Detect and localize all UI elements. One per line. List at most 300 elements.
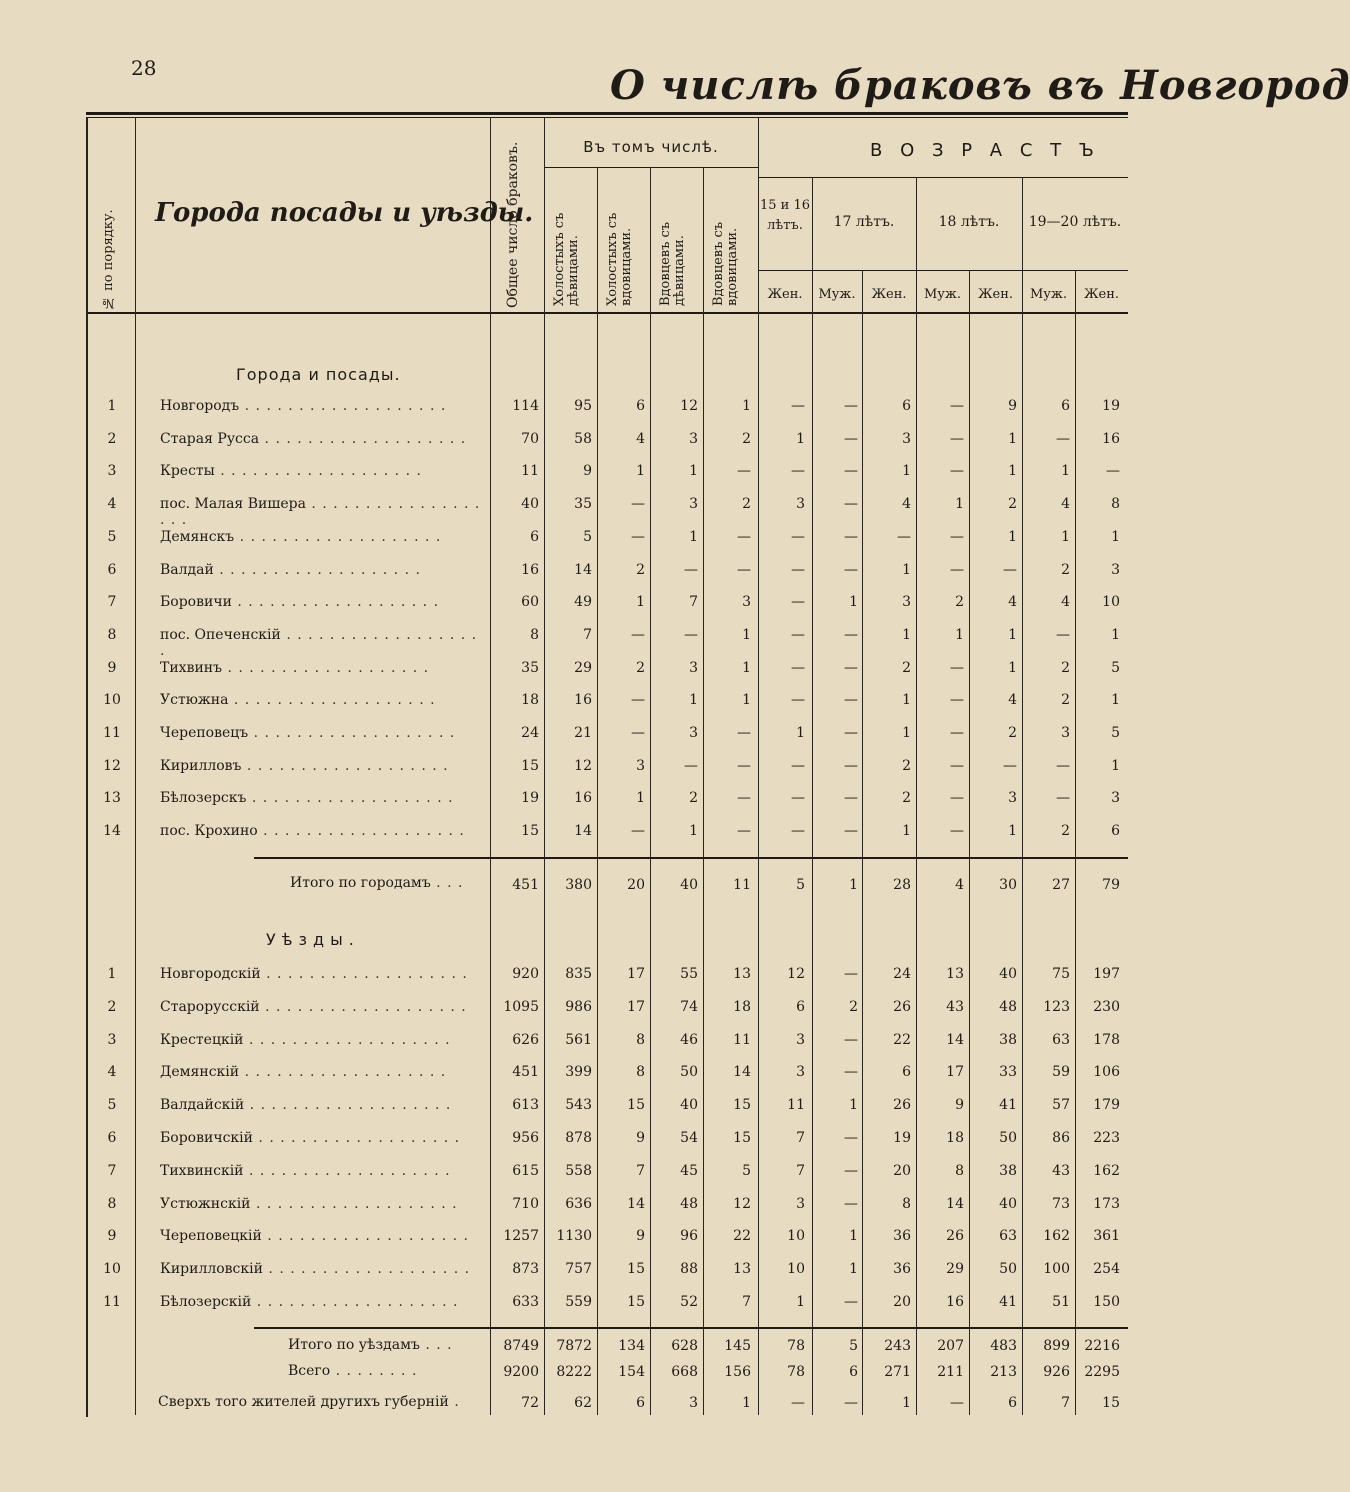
grand-total-label: Всего . . . . . . . . (288, 1363, 418, 1379)
table-cell: 38 (999, 1162, 1017, 1179)
table-cell: — (844, 1195, 858, 1212)
table-cell: — (844, 966, 858, 982)
table-cell: 878 (565, 1130, 592, 1146)
table-cell: 6 (1008, 1395, 1017, 1411)
table-cell: 58 (574, 430, 592, 447)
table-cell: 15 (733, 1130, 751, 1146)
table-cell: 626 (512, 1031, 539, 1048)
table-cell: 636 (565, 1195, 592, 1212)
table-cell: 1 (1111, 757, 1120, 774)
table-cell: 1 (1008, 823, 1017, 840)
table-cell: — (950, 463, 964, 480)
table-cell: 11 (733, 1031, 751, 1048)
age-group-18: 18 лѣтъ. (938, 214, 1000, 230)
table-cell: 14 (574, 561, 592, 578)
table-cell: — (631, 692, 645, 709)
table-cell: 920 (512, 966, 539, 982)
table-cell: 22 (893, 1031, 911, 1048)
table-cell: — (737, 823, 751, 840)
table-cell: 52 (680, 1294, 698, 1310)
table-cell: 4 (1008, 594, 1017, 611)
row-name: Старая Русса . . . . . . . . . . . . . . . . . . . (160, 430, 467, 447)
table-cell: — (737, 561, 751, 578)
table-cell: — (791, 594, 805, 611)
table-cell: 28 (893, 877, 911, 893)
table-cell: 7 (742, 1294, 751, 1310)
table-cell: 12 (574, 757, 592, 774)
table-cell: 1 (902, 463, 911, 480)
table-cell: 1130 (556, 1228, 592, 1245)
row-number: 7 (107, 594, 117, 611)
table-cell: 757 (565, 1261, 592, 1278)
row-name: Кресты . . . . . . . . . . . . . . . . . . . (160, 463, 422, 480)
sub-header-1: Холостыхъ съ дѣвицами. (552, 212, 581, 306)
table-cell: 3 (689, 496, 698, 513)
table-cell: 35 (574, 496, 592, 513)
table-cell: 150 (1093, 1294, 1120, 1310)
table-cell: 2 (902, 757, 911, 774)
table-cell: 271 (884, 1364, 911, 1380)
table-cell: — (844, 757, 858, 774)
table-cell: 7 (1061, 1395, 1070, 1411)
table-cell: 79 (1102, 877, 1120, 893)
table-cell: — (1106, 463, 1120, 480)
table-cell: 14 (946, 1195, 964, 1212)
table-cell: 8 (636, 1064, 645, 1081)
table-cell: 3 (1061, 725, 1070, 741)
table-cell: 19 (521, 790, 539, 807)
table-cell: 48 (999, 998, 1017, 1015)
table-cell: — (791, 561, 805, 578)
table-cell: 29 (574, 659, 592, 676)
table-cell: — (844, 1162, 858, 1179)
table-cell: 40 (680, 877, 698, 893)
row-number: 12 (103, 757, 121, 774)
table-cell: — (950, 430, 964, 447)
table-cell: — (684, 757, 698, 774)
table-cell: 14 (946, 1031, 964, 1048)
table-cell: — (844, 1031, 858, 1048)
table-cell: 134 (618, 1338, 645, 1354)
table-cell: 33 (999, 1064, 1017, 1081)
table-cell: 156 (724, 1364, 751, 1380)
row-number: 3 (107, 463, 117, 480)
age-group-17: 17 лѣтъ. (833, 214, 895, 230)
table-cell: 3 (742, 594, 751, 611)
row-name: Череповецъ . . . . . . . . . . . . . . . . . . . (160, 725, 456, 741)
table-cell: 1 (796, 725, 805, 741)
row-name: Бѣлозерскій . . . . . . . . . . . . . . . . . . . (160, 1294, 459, 1310)
row-number: 11 (103, 1294, 121, 1310)
row-number: 1 (107, 966, 117, 982)
table-cell: 1 (902, 692, 911, 709)
table-cell: 6 (1061, 398, 1070, 414)
row-name: Боровичскій . . . . . . . . . . . . . . . . . . . (160, 1130, 461, 1146)
table-cell: 162 (1093, 1162, 1120, 1179)
table-cell: — (844, 659, 858, 676)
table-cell: — (897, 528, 911, 545)
table-cell: 2 (849, 998, 858, 1015)
sex-column-header: Муж. (1029, 287, 1068, 302)
table-cell: 8 (636, 1031, 645, 1048)
table-cell: 18 (733, 998, 751, 1015)
table-cell: 6 (849, 1364, 858, 1380)
table-cell: 8222 (556, 1364, 592, 1380)
sex-column-header: Муж. (818, 287, 856, 302)
table-cell: 1 (849, 594, 858, 611)
table-cell: 15 (627, 1294, 645, 1310)
row-name: пос. Опеченскій . . . . . . . . . . . . . . . . . . . (160, 626, 478, 659)
table-cell: 11 (787, 1097, 805, 1114)
page-number: 28 (131, 56, 157, 80)
table-cell: 986 (565, 998, 592, 1015)
table-cell: 19 (893, 1130, 911, 1146)
table-cell: — (950, 561, 964, 578)
table-cell: 123 (1043, 998, 1070, 1015)
table-cell: — (950, 725, 964, 741)
table-cell: 16 (521, 561, 539, 578)
table-cell: 6 (636, 1395, 645, 1411)
table-cell: 178 (1093, 1031, 1120, 1048)
table-cell: 17 (627, 966, 645, 982)
age-header: В О З Р А С Т Ъ (870, 140, 1100, 161)
table-cell: — (791, 692, 805, 709)
table-cell: 15 (733, 1097, 751, 1114)
table-cell: 18 (946, 1130, 964, 1146)
table-cell: — (631, 725, 645, 741)
row-number: 11 (103, 725, 121, 741)
table-cell: 451 (512, 1064, 539, 1081)
table-cell: — (791, 528, 805, 545)
table-cell: 9 (636, 1228, 645, 1245)
table-cell: 558 (565, 1162, 592, 1179)
table-cell: 88 (680, 1261, 698, 1278)
table-cell: 15 (627, 1097, 645, 1114)
table-cell: 2 (1061, 692, 1070, 709)
table-cell: — (791, 626, 805, 643)
table-cell: — (1003, 757, 1017, 774)
table-cell: — (950, 659, 964, 676)
table-cell: 173 (1093, 1195, 1120, 1212)
table-cell: 197 (1093, 966, 1120, 982)
table-cell: 13 (946, 966, 964, 982)
table-cell: 243 (884, 1338, 911, 1354)
sex-column-header: Муж. (923, 287, 962, 302)
table-cell: 9 (955, 1097, 964, 1114)
table-cell: 41 (999, 1294, 1017, 1310)
table-cell: 613 (512, 1097, 539, 1114)
table-cell: 8 (902, 1195, 911, 1212)
table-cell: 21 (574, 725, 592, 741)
table-cell: — (844, 430, 858, 447)
table-cell: — (844, 561, 858, 578)
table-cell: — (631, 823, 645, 840)
table-cell: 30 (999, 877, 1017, 893)
table-cell: 27 (1052, 877, 1070, 893)
table-cell: 60 (521, 594, 539, 611)
row-name: Устюжнскій . . . . . . . . . . . . . . . . . . . (160, 1195, 458, 1212)
table-cell: 17 (946, 1064, 964, 1081)
row-number: 1 (107, 398, 117, 414)
table-cell: 46 (680, 1031, 698, 1048)
table-cell: 14 (627, 1195, 645, 1212)
table-cell: — (791, 463, 805, 480)
table-cell: 96 (680, 1228, 698, 1245)
row-number: 10 (103, 1261, 121, 1278)
table-cell: 559 (565, 1294, 592, 1310)
table-cell: 1257 (503, 1228, 539, 1245)
table-cell: — (844, 398, 858, 414)
table-cell: 2 (955, 594, 964, 611)
sub-header-3: Вдовцевъ съ дѣвицами. (658, 221, 687, 306)
table-cell: 1 (902, 561, 911, 578)
table-cell: — (631, 496, 645, 513)
table-cell: 7 (636, 1162, 645, 1179)
table-cell: 1 (689, 463, 698, 480)
table-cell: 5 (849, 1338, 858, 1354)
table-cell: 12 (733, 1195, 751, 1212)
table-cell: 20 (893, 1162, 911, 1179)
table-cell: 54 (680, 1130, 698, 1146)
table-cell: 1 (636, 594, 645, 611)
table-cell: 3 (689, 1395, 698, 1411)
row-name: Боровичи . . . . . . . . . . . . . . . . . . . (160, 594, 440, 611)
table-cell: 3 (689, 659, 698, 676)
table-cell: 2 (689, 790, 698, 807)
table-cell: — (631, 626, 645, 643)
table-cell: 2 (636, 659, 645, 676)
row-number: 8 (107, 626, 117, 643)
table-cell: 361 (1093, 1228, 1120, 1245)
table-cell: 3 (796, 1195, 805, 1212)
table-cell: 75 (1052, 966, 1070, 982)
row-name: Демянскій . . . . . . . . . . . . . . . . . . . (160, 1064, 447, 1081)
table-cell: — (791, 790, 805, 807)
row-number: 14 (103, 823, 121, 840)
table-cell: 6 (902, 398, 911, 414)
table-cell: 1 (955, 496, 964, 513)
table-cell: 3 (902, 430, 911, 447)
sex-column-header: Жен. (767, 287, 803, 302)
row-name: Демянскъ . . . . . . . . . . . . . . . . . . . (160, 528, 442, 545)
table-cell: 12 (680, 398, 698, 414)
sub-header-2: Холостыхъ съ вдовицами. (605, 212, 634, 306)
table-cell: 956 (512, 1130, 539, 1146)
table-cell: 11 (733, 877, 751, 893)
table-cell: 20 (893, 1294, 911, 1310)
table-cell: 78 (787, 1338, 805, 1354)
table-cell: 4 (902, 496, 911, 513)
table-cell: 2 (902, 790, 911, 807)
table-cell: — (844, 725, 858, 741)
table-cell: 16 (1102, 430, 1120, 447)
row-name: Тихвинскій . . . . . . . . . . . . . . . . . . . (160, 1162, 451, 1179)
table-cell: — (844, 823, 858, 840)
table-cell: 6 (1111, 823, 1120, 840)
table-cell: 2 (1061, 659, 1070, 676)
table-cell: — (1056, 790, 1070, 807)
table-cell: 6 (636, 398, 645, 414)
table-cell: 20 (627, 877, 645, 893)
table-cell: 59 (1052, 1064, 1070, 1081)
row-number: 2 (107, 430, 117, 447)
table-cell: 3 (796, 1064, 805, 1081)
table-cell: 40 (521, 496, 539, 513)
table-cell: — (1003, 561, 1017, 578)
age-group-19-20: 19—20 лѣтъ. (1028, 214, 1122, 230)
sex-column-header: Жен. (871, 287, 907, 302)
table-cell: 10 (1102, 594, 1120, 611)
table-cell: 2295 (1084, 1364, 1120, 1380)
table-cell: — (791, 823, 805, 840)
row-number: 9 (107, 659, 117, 676)
table-cell: 615 (512, 1162, 539, 1179)
table-cell: 399 (565, 1064, 592, 1081)
table-cell: 48 (680, 1195, 698, 1212)
table-cell: 1 (796, 430, 805, 447)
table-cell: 2216 (1084, 1338, 1120, 1354)
row-name: Старорусскій . . . . . . . . . . . . . . . . . . . (160, 998, 467, 1015)
table-cell: 40 (999, 1195, 1017, 1212)
table-cell: — (791, 757, 805, 774)
table-cell: 40 (999, 966, 1017, 982)
table-cell: 1 (1061, 528, 1070, 545)
table-cell: 50 (999, 1130, 1017, 1146)
table-cell: 72 (521, 1395, 539, 1411)
table-cell: 63 (1052, 1031, 1070, 1048)
table-cell: 223 (1093, 1130, 1120, 1146)
table-cell: 1 (742, 1395, 751, 1411)
table-cell: 1 (849, 1228, 858, 1245)
table-cell: 1 (742, 398, 751, 414)
table-cell: 15 (627, 1261, 645, 1278)
table-cell: 6 (902, 1064, 911, 1081)
table-cell: — (950, 790, 964, 807)
table-cell: 8 (1111, 496, 1120, 513)
table-cell: 1 (849, 1261, 858, 1278)
table-cell: 7872 (556, 1338, 592, 1354)
table-cell: 24 (521, 725, 539, 741)
table-cell: — (1056, 626, 1070, 643)
table-cell: 40 (680, 1097, 698, 1114)
table-cell: 145 (724, 1338, 751, 1354)
table-cell: 1 (902, 626, 911, 643)
row-number: 6 (107, 561, 117, 578)
table-cell: 1 (636, 463, 645, 480)
table-cell: 1 (689, 823, 698, 840)
table-cell: 179 (1093, 1097, 1120, 1114)
table-cell: 5 (1111, 725, 1120, 741)
row-name: Бѣлозерскъ . . . . . . . . . . . . . . . . . . . (160, 790, 454, 807)
order-header: № по порядку. (101, 209, 116, 310)
table-cell: 63 (999, 1228, 1017, 1245)
table-cell: — (737, 528, 751, 545)
table-cell: 12 (787, 966, 805, 982)
row-number: 4 (107, 1064, 117, 1081)
table-cell: 41 (999, 1097, 1017, 1114)
table-cell: 154 (618, 1364, 645, 1380)
table-cell: 10 (787, 1261, 805, 1278)
table-cell: 2 (742, 496, 751, 513)
table-cell: 7 (796, 1162, 805, 1179)
table-cell: 7 (796, 1130, 805, 1146)
table-cell: — (844, 528, 858, 545)
table-cell: 13 (733, 966, 751, 982)
table-cell: 49 (574, 594, 592, 611)
table-cell: 211 (937, 1364, 964, 1380)
table-cell: 4 (955, 877, 964, 893)
age-group-15-16: 15 и 16 лѣтъ. (759, 198, 810, 233)
table-cell: 14 (733, 1064, 751, 1081)
table-cell: 11 (521, 463, 539, 480)
table-cell: — (791, 398, 805, 414)
table-cell: 4 (1008, 692, 1017, 709)
table-cell: 4 (1061, 496, 1070, 513)
table-cell: 106 (1093, 1064, 1120, 1081)
page-title: О числѣ браковъ въ Новгород (610, 62, 1350, 109)
row-name: Валдай . . . . . . . . . . . . . . . . . . . (160, 561, 421, 578)
table-cell: — (950, 757, 964, 774)
table-cell: 15 (521, 757, 539, 774)
table-cell: 1 (636, 790, 645, 807)
in-that-number-header: Въ томъ числѣ. (583, 138, 719, 156)
table-cell: 26 (893, 1097, 911, 1114)
table-cell: 8 (955, 1162, 964, 1179)
table-cell: 100 (1043, 1261, 1070, 1278)
table-cell: 2 (742, 430, 751, 447)
row-number: 9 (107, 1228, 117, 1245)
table-cell: 1 (1008, 463, 1017, 480)
table-cell: 207 (937, 1338, 964, 1354)
table-cell: 3 (902, 594, 911, 611)
row-number: 2 (107, 998, 117, 1015)
towns-heading: Города и посады. (236, 365, 401, 384)
table-cell: 24 (893, 966, 911, 982)
table-cell: 668 (671, 1364, 698, 1380)
table-cell: 9200 (503, 1364, 539, 1380)
row-number: 3 (107, 1031, 117, 1048)
table-cell: 15 (1102, 1395, 1120, 1411)
row-number: 5 (107, 1097, 117, 1114)
table-cell: — (1056, 757, 1070, 774)
table-cell: 926 (1043, 1364, 1070, 1380)
table-cell: — (844, 692, 858, 709)
table-cell: 483 (990, 1338, 1017, 1354)
row-name: пос. Крохино . . . . . . . . . . . . . . . . . . . (160, 823, 465, 840)
table-cell: 3 (796, 496, 805, 513)
table-cell: 22 (733, 1228, 751, 1245)
table-cell: 254 (1093, 1261, 1120, 1278)
table-cell: 16 (574, 790, 592, 807)
row-number: 6 (107, 1130, 117, 1146)
table-cell: 19 (1102, 398, 1120, 414)
row-name: Кирилловъ . . . . . . . . . . . . . . . . . . . (160, 757, 449, 774)
table-cell: 1 (1008, 626, 1017, 643)
table-cell: 26 (946, 1228, 964, 1245)
table-cell: 1 (742, 626, 751, 643)
table-cell: 2 (636, 561, 645, 578)
table-cell: 4 (1061, 594, 1070, 611)
table-cell: 5 (796, 877, 805, 893)
table-cell: 45 (680, 1162, 698, 1179)
sex-column-header: Жен. (977, 287, 1014, 302)
table-cell: 2 (902, 659, 911, 676)
table-cell: 36 (893, 1228, 911, 1245)
row-name: Тихвинъ . . . . . . . . . . . . . . . . . . . (160, 659, 430, 676)
row-name: Крестецкій . . . . . . . . . . . . . . . . . . . (160, 1031, 451, 1048)
table-cell: — (950, 692, 964, 709)
table-cell: 51 (1052, 1294, 1070, 1310)
